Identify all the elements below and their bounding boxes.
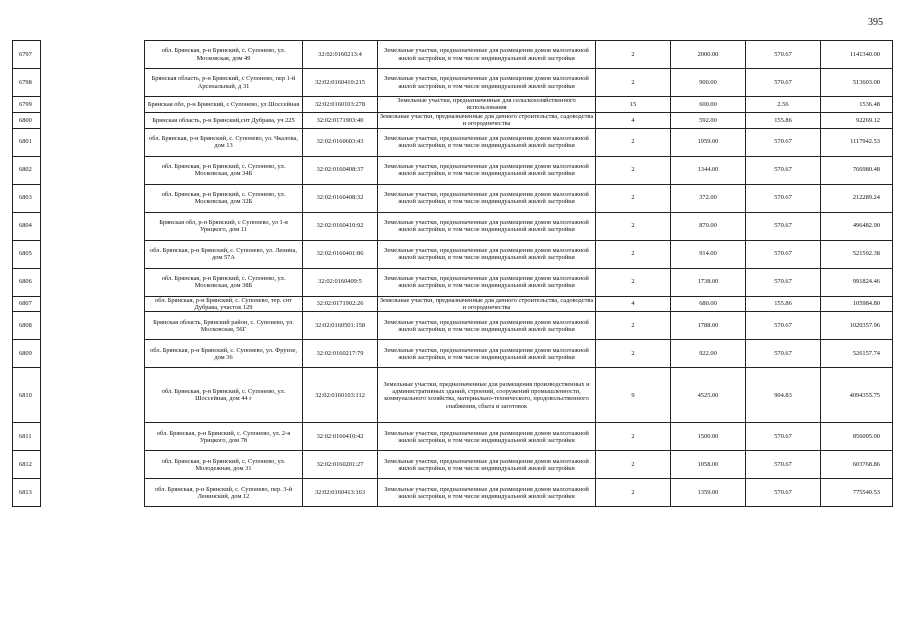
area-cell: 922.00 — [671, 340, 746, 368]
cadastral-number-cell: 32:02:0160501:158 — [303, 312, 378, 340]
cadastral-number-cell: 32:02:0160213:4 — [303, 41, 378, 69]
address-cell: Брянская область, р-н Брянский, с Супонево, пер 1-й Арсенальный, д 31 — [145, 69, 303, 97]
specific-value-cell: 570.67 — [746, 340, 821, 368]
cadastral-value-cell: 775540.53 — [821, 479, 893, 507]
empty-cell — [41, 368, 145, 423]
land-use-cell: Земельные участки, предназначенные для размещения домов малоэтажной жилой застройки, в том числе индивидуальной жилой застройки — [378, 41, 596, 69]
address-cell: обл. Брянская, р-н Брянский, с. Супонево, ул. Шоссейная, дом 44 г — [145, 368, 303, 423]
row-number-cell: 6800 — [13, 112, 41, 128]
use-class-cell: 2 — [596, 268, 671, 296]
area-cell: 914.00 — [671, 240, 746, 268]
use-class-cell: 2 — [596, 41, 671, 69]
table-row — [13, 212, 893, 240]
table-row — [13, 368, 893, 423]
specific-value-cell: 155.86 — [746, 296, 821, 312]
area-cell: 1359.00 — [671, 479, 746, 507]
empty-cell — [41, 212, 145, 240]
address-cell: обл. Брянская, р-н Брянский, с. Супонево, пер. 3-й Ленинский, дом 12 — [145, 479, 303, 507]
cadastral-value-cell: 212289.24 — [821, 184, 893, 212]
cadastral-value-cell: 766980.48 — [821, 156, 893, 184]
table-row — [13, 296, 893, 312]
row-number-cell: 6807 — [13, 296, 41, 312]
area-cell: 592.00 — [671, 112, 746, 128]
cadastral-number-cell: 32:02:0160410:92 — [303, 212, 378, 240]
use-class-cell: 4 — [596, 112, 671, 128]
row-number-cell: 6801 — [13, 128, 41, 156]
use-class-cell: 2 — [596, 128, 671, 156]
row-number-cell: 6813 — [13, 479, 41, 507]
row-number-cell: 6812 — [13, 451, 41, 479]
cadastral-number-cell: 32:02:0160217:79 — [303, 340, 378, 368]
table-row — [13, 128, 893, 156]
cadastral-value-cell: 1117942.53 — [821, 128, 893, 156]
area-cell: 600.00 — [671, 97, 746, 113]
use-class-cell: 2 — [596, 184, 671, 212]
cadastral-value-cell: 991824.46 — [821, 268, 893, 296]
table-row — [13, 112, 893, 128]
row-number-cell: 6810 — [13, 368, 41, 423]
cadastral-value-cell: 521592.38 — [821, 240, 893, 268]
address-cell: обл. Брянская, р-н Брянский, с. Супонево, ул. Московская, дом 34Б — [145, 156, 303, 184]
table-row — [13, 340, 893, 368]
cadastral-number-cell: 32:02:0160103:112 — [303, 368, 378, 423]
row-number-cell: 6811 — [13, 423, 41, 451]
specific-value-cell: 570.67 — [746, 423, 821, 451]
cadastral-number-cell: 32:02:0160408:37 — [303, 156, 378, 184]
use-class-cell: 2 — [596, 240, 671, 268]
use-class-cell: 2 — [596, 156, 671, 184]
use-class-cell: 2 — [596, 479, 671, 507]
cadastral-value-cell: 1536.48 — [821, 97, 893, 113]
table-row — [13, 41, 893, 69]
table-row — [13, 184, 893, 212]
cadastral-number-cell: 32:02:0160401:86 — [303, 240, 378, 268]
land-use-cell: Земельные участки, предназначенные для размещения домов малоэтажной жилой застройки, в том числе индивидуальной жилой застройки — [378, 423, 596, 451]
empty-cell — [41, 340, 145, 368]
specific-value-cell: 570.67 — [746, 451, 821, 479]
address-cell: обл. Брянская, р-н Брянский, с. Супонево, ул. Фрунзе, дом 36 — [145, 340, 303, 368]
area-cell: 1500.00 — [671, 423, 746, 451]
empty-cell — [41, 128, 145, 156]
cadastral-value-cell: 92269.12 — [821, 112, 893, 128]
table-row — [13, 156, 893, 184]
specific-value-cell: 155.86 — [746, 112, 821, 128]
specific-value-cell: 570.67 — [746, 128, 821, 156]
use-class-cell: 2 — [596, 451, 671, 479]
empty-cell — [41, 41, 145, 69]
specific-value-cell: 570.67 — [746, 184, 821, 212]
cadastral-number-cell: 32:02:0160603:43 — [303, 128, 378, 156]
area-cell: 1344.00 — [671, 156, 746, 184]
address-cell: обл. Брянская, р-н Брянский, с. Супонево, ул. Молодежная, дом 31 — [145, 451, 303, 479]
row-number-cell: 6797 — [13, 41, 41, 69]
land-use-cell: Земельные участки, предназначенные для размещения домов малоэтажной жилой застройки, в том числе индивидуальной жилой застройки — [378, 479, 596, 507]
use-class-cell: 2 — [596, 212, 671, 240]
empty-cell — [41, 296, 145, 312]
cadastral-number-cell: 32:02:0160410:215 — [303, 69, 378, 97]
table-row — [13, 240, 893, 268]
address-cell: обл. Брянская, р-н Брянский, с. Супонево, ул. Московская, дом 32Б — [145, 184, 303, 212]
page-number: 395 — [868, 17, 883, 28]
cadastral-number-cell: 32:02:0171902:26 — [303, 296, 378, 312]
address-cell: Брянская обл, р-н Брянский, с Супонево, ул Шоссейная — [145, 97, 303, 113]
land-use-cell: Земельные участки, предназначенные для размещения домов малоэтажной жилой застройки, в том числе индивидуальной жилой застройки — [378, 184, 596, 212]
cadastral-value-cell: 603768.86 — [821, 451, 893, 479]
land-use-cell: Земельные участки, предназначенные для размещения производственных и административных зданий, строений, сооружений промышленности, коммунального хозяйства, материально-технического, продовольственного снабжения, сбыта и заготовок — [378, 368, 596, 423]
land-use-cell: Земельные участки, предназначенные для размещения домов малоэтажной жилой застройки, в том числе индивидуальной жилой застройки — [378, 240, 596, 268]
specific-value-cell: 570.67 — [746, 41, 821, 69]
address-cell: Брянская область, Брянский район, с. Супонево, ул. Московская, 56Г — [145, 312, 303, 340]
cadastral-value-cell: 496482.90 — [821, 212, 893, 240]
cadastral-value-cell: 105984.80 — [821, 296, 893, 312]
specific-value-cell: 570.67 — [746, 212, 821, 240]
empty-cell — [41, 312, 145, 340]
cadastral-number-cell: 32:02:0160408:32 — [303, 184, 378, 212]
land-use-cell: Земельные участки, предназначенные для дачного строительства, садоводства и огородничества — [378, 296, 596, 312]
area-cell: 1058.00 — [671, 451, 746, 479]
land-use-cell: Земельные участки, предназначенные для сельскохозяйственного использования — [378, 97, 596, 113]
use-class-cell: 2 — [596, 340, 671, 368]
area-cell: 680.00 — [671, 296, 746, 312]
row-number-cell: 6803 — [13, 184, 41, 212]
cadastral-value-cell: 4094355.75 — [821, 368, 893, 423]
cadastral-number-cell: 32:02:0160201:27 — [303, 451, 378, 479]
specific-value-cell: 570.67 — [746, 69, 821, 97]
address-cell: обл. Брянская, р-н Брянский, с. Супонево, ул. 2-я Урицкого, дом 78 — [145, 423, 303, 451]
land-use-cell: Земельные участки, предназначенные для размещения домов малоэтажной жилой застройки, в том числе индивидуальной жилой застройки — [378, 128, 596, 156]
land-use-cell: Земельные участки, предназначенные для размещения домов малоэтажной жилой застройки, в том числе индивидуальной жилой застройки — [378, 340, 596, 368]
row-number-cell: 6804 — [13, 212, 41, 240]
land-use-cell: Земельные участки, предназначенные для размещения домов малоэтажной жилой застройки, в том числе индивидуальной жилой застройки — [378, 212, 596, 240]
area-cell: 1788.00 — [671, 312, 746, 340]
cadastral-value-cell: 856005.00 — [821, 423, 893, 451]
use-class-cell: 2 — [596, 69, 671, 97]
row-number-cell: 6802 — [13, 156, 41, 184]
empty-cell — [41, 479, 145, 507]
use-class-cell: 15 — [596, 97, 671, 113]
address-cell: обл. Брянская, р-н Брянский, с. Супонево, ул. Чкалова, дом 13 — [145, 128, 303, 156]
land-use-cell: Земельные участки, предназначенные для размещения домов малоэтажной жилой застройки, в том числе индивидуальной жилой застройки — [378, 451, 596, 479]
cadastral-number-cell: 32:02:0171903:40 — [303, 112, 378, 128]
area-cell: 870.00 — [671, 212, 746, 240]
address-cell: обл. Брянская, р-н Брянский, с. Супонево, тер. снт Дубрава, участок 129 — [145, 296, 303, 312]
land-use-cell: Земельные участки, предназначенные для размещения домов малоэтажной жилой застройки, в том числе индивидуальной жилой застройки — [378, 69, 596, 97]
empty-cell — [41, 156, 145, 184]
row-number-cell: 6799 — [13, 97, 41, 113]
cadastral-value-cell: 526157.74 — [821, 340, 893, 368]
table-row — [13, 451, 893, 479]
empty-cell — [41, 97, 145, 113]
land-use-cell: Земельные участки, предназначенные для размещения домов малоэтажной жилой застройки, в том числе индивидуальной жилой застройки — [378, 156, 596, 184]
address-cell: Брянская обл, р-н Брянский, с Супонево, ул 1-я Урицкого, дом 11 — [145, 212, 303, 240]
address-cell: обл. Брянская, р-н Брянский, с. Супонево, ул. Московская, дом 49 — [145, 41, 303, 69]
specific-value-cell: 570.67 — [746, 312, 821, 340]
area-cell: 372.00 — [671, 184, 746, 212]
cadastral-value-cell: 513603.00 — [821, 69, 893, 97]
cadastral-number-cell: 32:02:0160103:278 — [303, 97, 378, 113]
row-number-cell: 6806 — [13, 268, 41, 296]
use-class-cell: 9 — [596, 368, 671, 423]
empty-cell — [41, 69, 145, 97]
cadastral-number-cell: 32:02:0160413:163 — [303, 479, 378, 507]
use-class-cell: 2 — [596, 423, 671, 451]
area-cell: 900.00 — [671, 69, 746, 97]
row-number-cell: 6798 — [13, 69, 41, 97]
specific-value-cell: 904.83 — [746, 368, 821, 423]
table-row — [13, 268, 893, 296]
use-class-cell: 4 — [596, 296, 671, 312]
cadastral-value-table — [12, 40, 893, 507]
empty-cell — [41, 268, 145, 296]
row-number-cell: 6808 — [13, 312, 41, 340]
table-row — [13, 479, 893, 507]
area-cell: 1959.00 — [671, 128, 746, 156]
row-number-cell: 6805 — [13, 240, 41, 268]
use-class-cell: 2 — [596, 312, 671, 340]
land-use-cell: Земельные участки, предназначенные для дачного строительства, садоводства и огородничества — [378, 112, 596, 128]
empty-cell — [41, 240, 145, 268]
land-use-cell: Земельные участки, предназначенные для размещения домов малоэтажной жилой застройки, в том числе индивидуальной жилой застройки — [378, 312, 596, 340]
specific-value-cell: 570.67 — [746, 479, 821, 507]
area-cell: 4525.00 — [671, 368, 746, 423]
empty-cell — [41, 423, 145, 451]
address-cell: обл. Брянская, р-н Брянский, с. Супонево, ул. Ленина, дом 57А — [145, 240, 303, 268]
empty-cell — [41, 112, 145, 128]
table-row — [13, 69, 893, 97]
specific-value-cell: 570.67 — [746, 240, 821, 268]
area-cell: 1738.00 — [671, 268, 746, 296]
row-number-cell: 6809 — [13, 340, 41, 368]
table-row — [13, 312, 893, 340]
empty-cell — [41, 184, 145, 212]
table-row — [13, 97, 893, 113]
specific-value-cell: 570.67 — [746, 268, 821, 296]
table-row — [13, 423, 893, 451]
land-use-cell: Земельные участки, предназначенные для размещения домов малоэтажной жилой застройки, в том числе индивидуальной жилой застройки — [378, 268, 596, 296]
area-cell: 2000.00 — [671, 41, 746, 69]
cadastral-value-cell: 1141340.00 — [821, 41, 893, 69]
cadastral-number-cell: 32:02:0160410:42 — [303, 423, 378, 451]
empty-cell — [41, 451, 145, 479]
address-cell: Брянская область, р-н Брянский,снт Дубрава, уч 225 — [145, 112, 303, 128]
cadastral-value-cell: 1020357.96 — [821, 312, 893, 340]
address-cell: обл. Брянская, р-н Брянский, с. Супонево, ул. Московская, дом 38Б — [145, 268, 303, 296]
specific-value-cell: 2.56 — [746, 97, 821, 113]
cadastral-number-cell: 32:02:0160409:5 — [303, 268, 378, 296]
specific-value-cell: 570.67 — [746, 156, 821, 184]
